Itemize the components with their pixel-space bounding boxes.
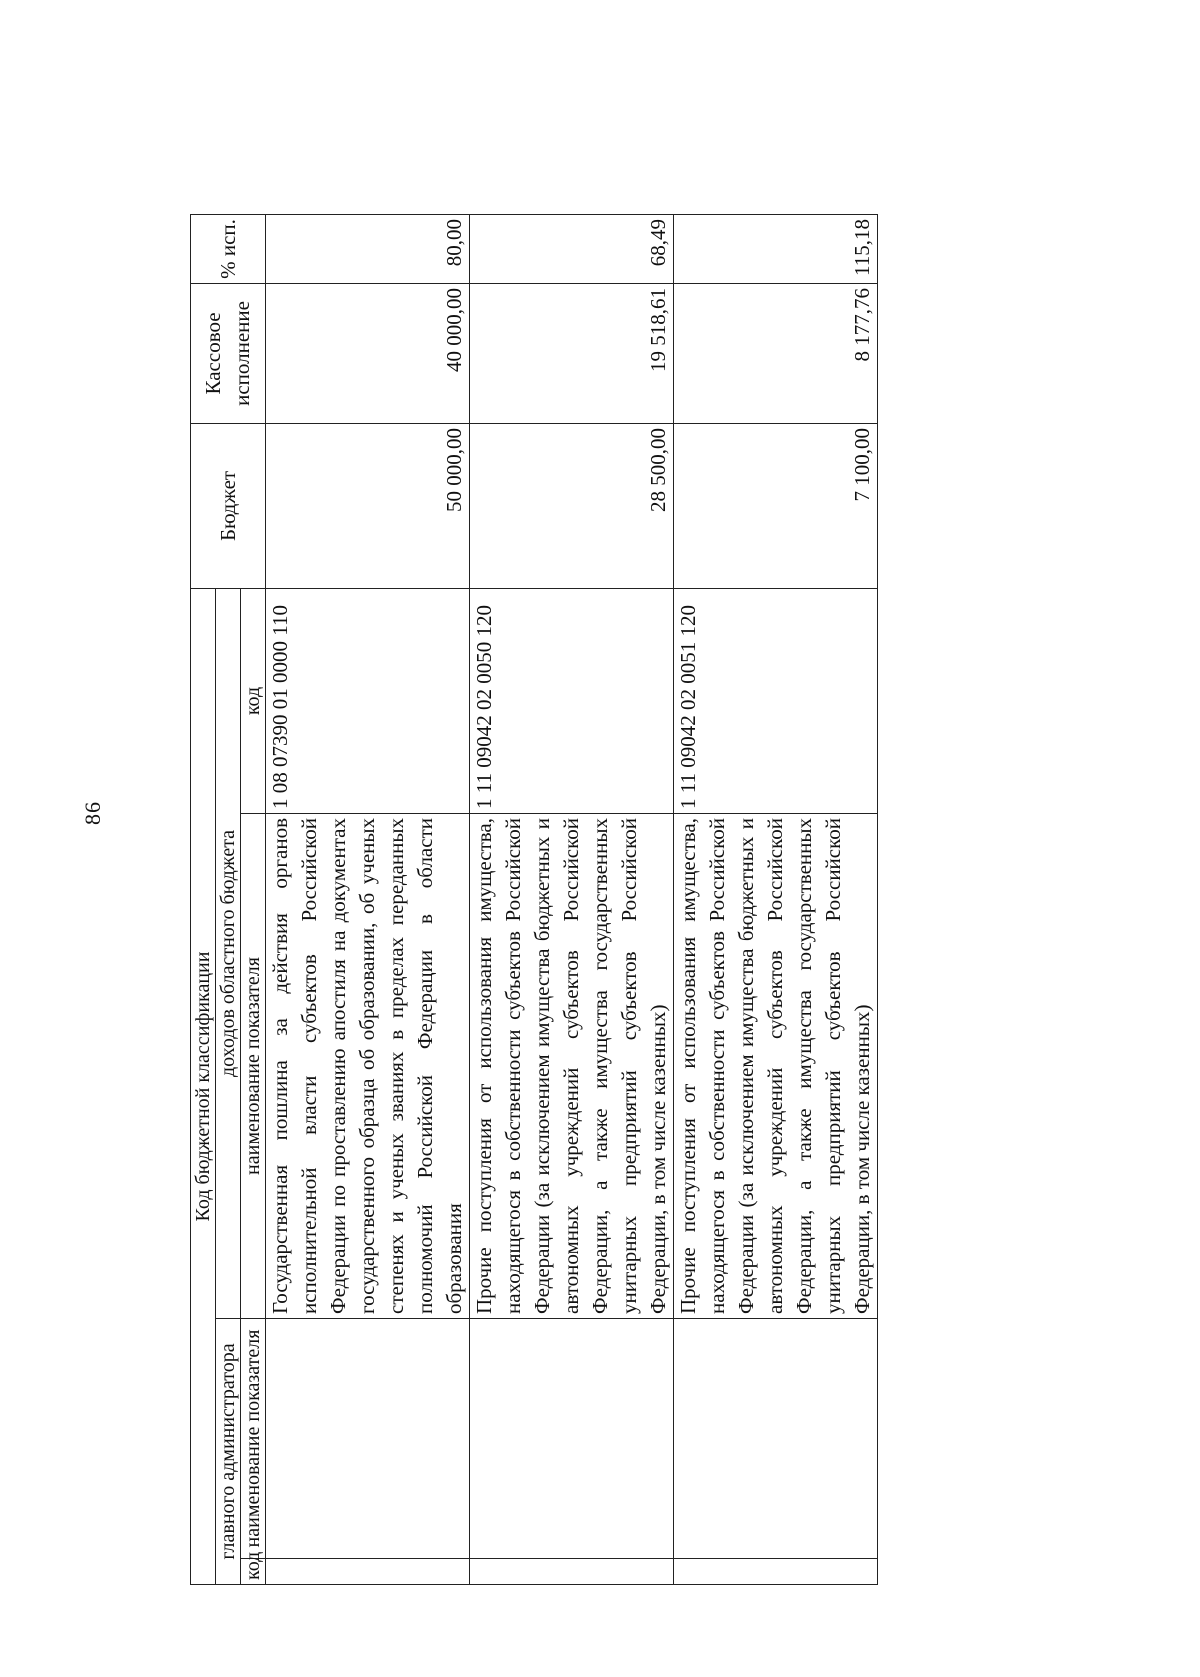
row-admin-name (674, 1319, 878, 1559)
page-number: 86 (80, 801, 105, 825)
row-income-code: 1 08 07390 01 0000 110 (266, 588, 470, 813)
header-income-code: код (241, 588, 266, 813)
row-cash-value: 19 518,61 (470, 283, 674, 423)
header-percent: % исп. (191, 214, 266, 283)
header-admin-code: код (241, 1559, 266, 1585)
row-income-name: Государственная пошлина за действия органов исполнительной власти субъектов Российской Федерации по проставлению апостиля на документах государственного образца об образовании, об ученых степенях и ученых званиях в пределах переданных полномочий Российской Федерации в области образования (266, 814, 470, 1319)
row-budget-value: 7 100,00 (674, 423, 878, 588)
row-percent-value: 80,00 (266, 214, 470, 283)
row-income-code: 1 11 09042 02 0050 120 (470, 588, 674, 813)
header-chief-administrator: главного администратора (216, 1319, 241, 1585)
row-admin-code (266, 1559, 470, 1585)
row-cash-value: 40 000,00 (266, 283, 470, 423)
budget-table (190, 214, 878, 1585)
row-income-name: Прочие поступления от использования имущества, находящегося в собственности субъектов Российской Федерации (за исключением имущества бюджетных и автономных учреждений субъектов Российской Федерации, а также имущества государственных унитарных предприятий субъектов Российской Федерации, в том числе казенных) (674, 814, 878, 1319)
header-regional-income: доходов областного бюджета (216, 588, 241, 1318)
header-admin-name: наименование показателя (241, 1319, 266, 1559)
row-admin-name (266, 1319, 470, 1559)
header-budget: Бюджет (191, 423, 266, 588)
row-percent-value: 68,49 (470, 214, 674, 283)
row-admin-code (674, 1559, 878, 1585)
row-admin-name (470, 1319, 674, 1559)
row-income-name: Прочие поступления от использования имущества, находящегося в собственности субъектов Российской Федерации (за исключением имущества бюджетных и автономных учреждений субъектов Российской Федерации, а также имущества государственных унитарных предприятий субъектов Российской Федерации, в том числе казенных) (470, 814, 674, 1319)
table-row (470, 214, 674, 1584)
header-cash-execution: Кассовое исполнение (191, 283, 266, 423)
budget-table-rotated (190, 215, 1000, 1585)
row-income-code: 1 11 09042 02 0051 120 (674, 588, 878, 813)
row-cash-value: 8 177,76 (674, 283, 878, 423)
row-percent-value: 115,18 (674, 214, 878, 283)
row-budget-value: 28 500,00 (470, 423, 674, 588)
table-row (674, 214, 878, 1584)
row-budget-value: 50 000,00 (266, 423, 470, 588)
table-row (266, 214, 470, 1584)
header-classification-code: Код бюджетной классификации (191, 588, 216, 1584)
header-income-name: наименование показателя (241, 814, 266, 1319)
row-admin-code (470, 1559, 674, 1585)
